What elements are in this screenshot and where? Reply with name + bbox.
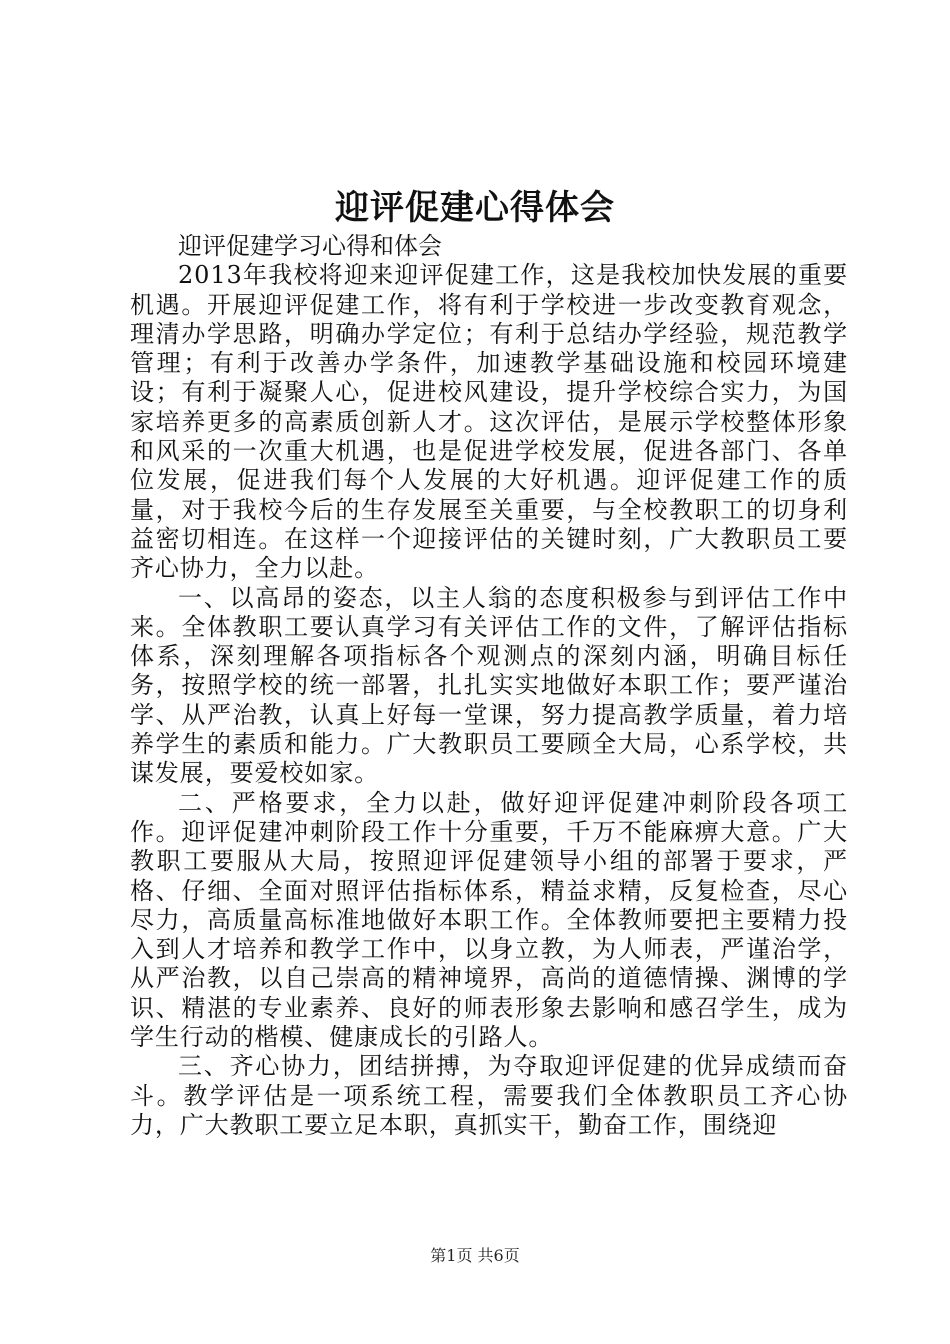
document-body	[130, 232, 848, 1140]
paragraph-section-one: 一、以高昂的姿态，以主人翁的态度积极参与到评估工作中来。全体教职工要认真学习有关评估工作的文件，了解评估指标体系，深刻理解各项指标各个观测点的深刻内涵，明确目标任务，按照学校的统一部署，扎扎实实地做好本职工作；要严谨治学、从严治教，认真上好每一堂课，努力提高教学质量，着力培养学生的素质和能力。广大教职员工要顾全大局，心系学校，共谋发展，要爱校如家。	[130, 583, 848, 788]
document-subtitle: 迎评促建学习心得和体会	[178, 232, 442, 260]
paragraph-intro: 2013年我校将迎来迎评促建工作，这是我校加快发展的重要机遇。开展迎评促建工作，将有利于学校进一步改变教育观念，理清办学思路，明确办学定位；有利于总结办学经验，规范教学管理；有利于改善办学条件，加速教学基础设施和校园环境建设；有利于凝聚人心，促进校风建设，提升学校综合实力，为国家培养更多的高素质创新人才。这次评估，是展示学校整体形象和风采的一次重大机遇，也是促进学校发展，促进各部门、各单位发展，促进我们每个人发展的大好机遇。迎评促建工作的质量，对于我校今后的生存发展至关重要，与全校教职工的切身利益密切相连。在这样一个迎接评估的关键时刻，广大教职员工要齐心协力，全力以赴。	[130, 261, 848, 583]
paragraph-section-three: 三、齐心协力，团结拼搏，为夺取迎评促建的优异成绩而奋斗。教学评估是一项系统工程，需要我们全体教职员工齐心协力，广大教职工要立足本职，真抓实干，勤奋工作，围绕迎	[130, 1052, 848, 1139]
paragraph-section-two: 二、严格要求，全力以赴，做好迎评促建冲刺阶段各项工作。迎评促建冲刺阶段工作十分重要，千万不能麻痹大意。广大教职工要服从大局，按照迎评促建领导小组的部署于要求，严格、仔细、全面对照评估指标体系，精益求精，反复检查，尽心尽力，高质量高标准地做好本职工作。全体教师要把主要精力投入到人才培养和教学工作中，以身立教，为人师表，严谨治学，从严治教，以自己崇高的精神境界，高尚的道德情操、渊博的学识、精湛的专业素养、良好的师表形象去影响和感召学生，成为学生行动的楷模、健康成长的引路人。	[130, 788, 848, 1052]
document-title: 迎评促建心得体会	[335, 188, 615, 228]
page-number-footer: 第1页 共6页	[430, 1246, 520, 1265]
